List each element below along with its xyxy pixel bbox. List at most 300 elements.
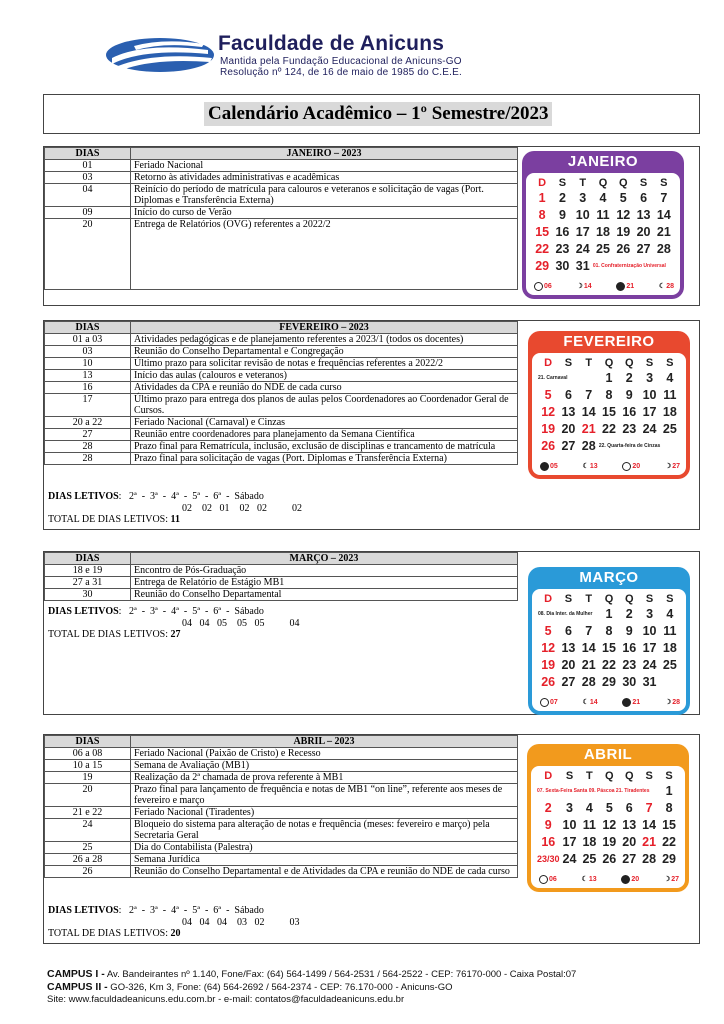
row-day: 16 bbox=[45, 382, 131, 394]
letivos-block bbox=[48, 606, 300, 641]
letivos-values: 02 02 01 02 02 02 bbox=[182, 502, 302, 514]
calendar-day: 29 bbox=[662, 852, 676, 866]
new-moon-icon bbox=[540, 698, 549, 707]
row-text: Semana de Avaliação (MB1) bbox=[131, 760, 518, 772]
new-moon-icon bbox=[622, 462, 631, 471]
row-day: 18 e 19 bbox=[45, 565, 131, 577]
row-day: 24 bbox=[45, 819, 131, 842]
calendar-title: JANEIRO bbox=[567, 153, 639, 170]
table-row bbox=[45, 172, 518, 184]
calendar-day: 1 bbox=[605, 371, 613, 385]
row-text: Encontro de Pós-Graduação bbox=[131, 565, 518, 577]
calendar-day: 3 bbox=[579, 191, 587, 205]
institution-header bbox=[104, 34, 624, 80]
weekday-header: D bbox=[544, 357, 553, 369]
row-day: 20 bbox=[45, 219, 131, 290]
calendar-day: 5 bbox=[605, 801, 613, 815]
letivos-total-row bbox=[48, 514, 302, 526]
calendar-day: 6 bbox=[564, 388, 572, 402]
calendar-note: 08. Dia Inter. da Mulher bbox=[538, 611, 593, 617]
row-text: Reunião do Conselho Departamental e Congregação bbox=[131, 346, 518, 358]
row-day: 10 a 15 bbox=[45, 760, 131, 772]
weekday-header: T bbox=[579, 177, 587, 189]
crescent-moon-icon: ☽ bbox=[664, 699, 672, 706]
row-text: Bloqueio do sistema para alteração de notas e frequência (meses: fevereiro e março) pela Secretaria Geral bbox=[131, 819, 518, 842]
calendar-day: 14 bbox=[581, 641, 596, 655]
calendar-day: 31 bbox=[642, 675, 657, 689]
calendar-note: 21. Carnaval bbox=[538, 375, 568, 381]
row-day: 03 bbox=[45, 172, 131, 184]
moon-phase bbox=[539, 873, 557, 885]
calendar-day: 14 bbox=[656, 208, 671, 222]
row-text: Último prazo para solicitar revisão de notas e frequências referentes a 2022/2 bbox=[131, 358, 518, 370]
institution-resolution: Resolução nº 124, de 16 de maio de 1985 do C.E.E. bbox=[220, 67, 462, 78]
calendar-day: 28 bbox=[581, 675, 596, 689]
crescent-moon-icon: ☽ bbox=[576, 283, 583, 290]
calendar-day: 20 bbox=[561, 658, 576, 672]
calendar-day: 26 bbox=[602, 852, 617, 866]
moon-date: 05 bbox=[550, 462, 558, 470]
weekday-header: Q bbox=[625, 357, 634, 369]
calendar-day: 16 bbox=[622, 405, 637, 419]
calendar-day: 10 bbox=[562, 818, 577, 832]
calendar-day: 8 bbox=[605, 388, 613, 402]
table-row bbox=[45, 819, 518, 842]
row-text: Reunião do Conselho Departamental bbox=[131, 589, 518, 601]
moon-phase bbox=[583, 696, 598, 708]
row-text: Dia do Contabilista (Palestra) bbox=[131, 842, 518, 854]
column-header-dias: DIAS bbox=[45, 553, 131, 565]
table-row bbox=[45, 334, 518, 346]
institution-subtitle: Mantida pela Fundação Educacional de Anicuns-GO bbox=[220, 56, 462, 67]
moon-date: 21 bbox=[626, 282, 635, 290]
letivos-label: DIAS LETIVOS bbox=[48, 606, 119, 617]
page-footer bbox=[47, 968, 576, 1006]
row-day: 01 bbox=[45, 160, 131, 172]
march-header: MARÇO – 2023 bbox=[131, 553, 518, 565]
weekday-header: Q bbox=[604, 357, 614, 369]
calendar-day: 26 bbox=[541, 439, 556, 453]
calendar-day: 2 bbox=[544, 801, 552, 815]
moon-date: 28 bbox=[672, 698, 680, 706]
moon-phase bbox=[534, 280, 552, 292]
table-row bbox=[45, 184, 518, 207]
calendar-day: 4 bbox=[666, 371, 674, 385]
faculdade-logo-icon bbox=[104, 36, 216, 74]
calendar-day: 27 bbox=[561, 675, 576, 689]
february-header: FEVEREIRO – 2023 bbox=[131, 322, 518, 334]
calendar-day: 24 bbox=[642, 658, 657, 672]
row-text: Feriado Nacional (Paixão de Cristo) e Recesso bbox=[131, 748, 518, 760]
table-row bbox=[45, 382, 518, 394]
calendar-body bbox=[526, 173, 680, 295]
table-row bbox=[45, 346, 518, 358]
row-text: Realização da 2ª chamada de prova referente à MB1 bbox=[131, 772, 518, 784]
calendar-day: 16 bbox=[622, 641, 637, 655]
calendar-day: 22 bbox=[602, 422, 616, 436]
row-day: 01 a 03 bbox=[45, 334, 131, 346]
calendar-body bbox=[532, 353, 686, 475]
calendar-day: 17 bbox=[642, 405, 657, 419]
weekday-header: S bbox=[565, 770, 574, 782]
weekday-header: T bbox=[586, 770, 593, 782]
calendar-day: 7 bbox=[585, 388, 593, 402]
moon-phases bbox=[540, 696, 680, 708]
letivos-days-row: DIAS LETIVOS: 2ª - 3ª - 4ª - 5ª - 6ª - Sábado bbox=[48, 905, 264, 916]
calendar-day: 5 bbox=[544, 624, 552, 638]
weekday-header: D bbox=[544, 770, 553, 782]
calendar-day: 12 bbox=[602, 818, 617, 832]
weekday-header: D bbox=[538, 177, 547, 189]
calendar-day: 25 bbox=[582, 852, 597, 866]
moon-date: 14 bbox=[589, 698, 598, 706]
row-day: 30 bbox=[45, 589, 131, 601]
calendar-day: 28 bbox=[642, 852, 657, 866]
row-text: Atividades da CPA e reunião do NDE de cada curso bbox=[131, 382, 518, 394]
weekday-header: S bbox=[665, 770, 673, 782]
total-label: TOTAL DE DIAS LETIVOS: bbox=[48, 629, 169, 640]
january-header: JANEIRO – 2023 bbox=[131, 148, 518, 160]
moon-date: 07 bbox=[550, 698, 558, 706]
calendar-day: 30 bbox=[622, 675, 637, 689]
table-row bbox=[45, 358, 518, 370]
calendar-note: 07. Sexta-Feira Santa 09. Páscoa 21. Tiradentes bbox=[537, 788, 650, 794]
april-header: ABRIL – 2023 bbox=[131, 736, 518, 748]
calendar-day: 29 bbox=[535, 259, 550, 273]
row-text: Entrega de Relatório de Estágio MB1 bbox=[131, 577, 518, 589]
campus-1-label: CAMPUS I - bbox=[47, 968, 105, 980]
moon-phase bbox=[665, 460, 680, 472]
calendar-title: ABRIL bbox=[583, 746, 633, 763]
moon-phase bbox=[582, 873, 597, 885]
calendar-day: 6 bbox=[625, 801, 633, 815]
table-row bbox=[45, 207, 518, 219]
calendar-day: 5 bbox=[619, 191, 627, 205]
calendar-day: 2 bbox=[558, 191, 566, 205]
row-day: 06 a 08 bbox=[45, 748, 131, 760]
table-row bbox=[45, 394, 518, 417]
weekday-header: Q bbox=[598, 177, 608, 189]
calendar-day: 25 bbox=[662, 422, 677, 436]
weekday-header: S bbox=[558, 177, 567, 189]
calendar-day: 14 bbox=[642, 818, 657, 832]
calendar-day: 28 bbox=[656, 242, 671, 256]
calendar-day: 15 bbox=[602, 641, 616, 655]
moon-phases bbox=[540, 460, 680, 472]
calendar-day: 1 bbox=[605, 607, 613, 621]
calendar-day: 19 bbox=[541, 422, 556, 436]
row-text: Retorno às atividades administrativas e acadêmicas bbox=[131, 172, 518, 184]
calendar-day: 22 bbox=[602, 658, 616, 672]
calendar-day: 21 bbox=[581, 422, 596, 436]
calendar-day: 20 bbox=[561, 422, 576, 436]
calendar-day: 4 bbox=[599, 191, 607, 205]
row-day: 20 bbox=[45, 784, 131, 807]
table-row bbox=[45, 760, 518, 772]
table-row bbox=[45, 441, 518, 453]
weekday-header: S bbox=[639, 177, 648, 189]
total-value: 27 bbox=[170, 629, 181, 640]
table-row bbox=[45, 807, 518, 819]
weekday-header: S bbox=[645, 770, 653, 782]
calendar-day: 10 bbox=[575, 208, 590, 222]
letivos-total-row bbox=[48, 928, 300, 940]
institution-name: Faculdade de Anicuns bbox=[218, 32, 445, 55]
row-day: 20 a 22 bbox=[45, 417, 131, 429]
row-day: 28 bbox=[45, 453, 131, 465]
calendar-day: 6 bbox=[640, 191, 648, 205]
moon-date: 20 bbox=[631, 875, 640, 883]
march-table bbox=[44, 552, 518, 601]
letivos-days: 2ª - 3ª - 4ª - 5ª - 6ª - Sábado bbox=[128, 905, 264, 916]
row-day: 25 bbox=[45, 842, 131, 854]
moon-date: 06 bbox=[549, 875, 557, 883]
calendar-day: 18 bbox=[596, 225, 610, 239]
weekday-header: S bbox=[660, 177, 668, 189]
row-text: Prazo final para lançamento de frequência e notas de MB1 “on line”, referente aos meses de fevereiro e março bbox=[131, 784, 518, 807]
weekday-header: Q bbox=[604, 593, 614, 605]
calendar-day: 26 bbox=[541, 675, 556, 689]
calendar-day: 18 bbox=[662, 641, 677, 655]
letivos-label: DIAS LETIVOS bbox=[48, 905, 119, 916]
calendar-day: 28 bbox=[581, 439, 596, 453]
moon-phase bbox=[622, 460, 640, 472]
row-day: 27 bbox=[45, 429, 131, 441]
calendar-day: 13 bbox=[561, 641, 576, 655]
table-row bbox=[45, 866, 518, 878]
moon-phase bbox=[659, 280, 674, 292]
calendar-day: 29 bbox=[602, 675, 616, 689]
calendar-day: 3 bbox=[566, 801, 573, 815]
table-row bbox=[45, 577, 518, 589]
row-text: Reunião do Conselho Departamental e de Atividades da CPA e reunião do NDE de cada curso bbox=[131, 866, 518, 878]
calendar-january bbox=[522, 151, 684, 299]
letivos-days-row: DIAS LETIVOS: 2ª - 3ª - 4ª - 5ª - 6ª - Sábado bbox=[48, 606, 264, 617]
calendar-day: 14 bbox=[581, 405, 596, 419]
title-box bbox=[43, 94, 700, 134]
calendar-day: 20 bbox=[622, 835, 637, 849]
calendar-day: 24 bbox=[575, 242, 590, 256]
calendar-day: 17 bbox=[642, 641, 657, 655]
row-day: 27 a 31 bbox=[45, 577, 131, 589]
calendar-day: 27 bbox=[561, 439, 576, 453]
weekday-header: T bbox=[585, 357, 593, 369]
row-day: 26 a 28 bbox=[45, 854, 131, 866]
calendar-day: 27 bbox=[622, 852, 637, 866]
row-day: 28 bbox=[45, 441, 131, 453]
calendar-day: 21 bbox=[656, 225, 671, 239]
calendar-body bbox=[532, 589, 686, 711]
campus-2-label: CAMPUS II - bbox=[47, 981, 108, 993]
total-label: TOTAL DE DIAS LETIVOS: bbox=[48, 928, 169, 939]
row-day: 21 e 22 bbox=[45, 807, 131, 819]
calendar-day: 23/30 bbox=[537, 854, 560, 864]
table-row bbox=[45, 160, 518, 172]
campus-2-address: GO-326, Km 3, Fone: (64) 564-2692 / 564-2374 - CEP: 76.170-000 - Anicuns-GO bbox=[107, 982, 453, 993]
row-day: 13 bbox=[45, 370, 131, 382]
calendar-day: 7 bbox=[585, 624, 593, 638]
table-row bbox=[45, 842, 518, 854]
row-text: Início do curso de Verão bbox=[131, 207, 518, 219]
moon-phases bbox=[539, 873, 679, 885]
calendar-day: 25 bbox=[662, 658, 677, 672]
calendar-day: 9 bbox=[544, 818, 552, 832]
calendar-day: 19 bbox=[602, 835, 617, 849]
february-table bbox=[44, 321, 518, 465]
row-day: 10 bbox=[45, 358, 131, 370]
weekday-header: S bbox=[564, 593, 573, 605]
weekday-header: Q bbox=[605, 770, 614, 782]
calendar-body bbox=[531, 766, 685, 888]
calendar-grid bbox=[532, 177, 674, 275]
calendar-grid bbox=[537, 770, 679, 868]
row-text: Semana Jurídica bbox=[131, 854, 518, 866]
row-text: Feriado Nacional (Carnaval) e Cinzas bbox=[131, 417, 518, 429]
calendar-day: 21 bbox=[642, 835, 657, 849]
calendar-day: 12 bbox=[541, 405, 556, 419]
calendar-title: FEVEREIRO bbox=[563, 333, 655, 350]
letivos-days-row: DIAS LETIVOS: 2ª - 3ª - 4ª - 5ª - 6ª - Sábado bbox=[48, 491, 264, 502]
moon-date: 27 bbox=[672, 462, 680, 470]
waning-moon-icon: ☾ bbox=[658, 283, 666, 290]
row-day: 26 bbox=[45, 866, 131, 878]
moon-date: 14 bbox=[583, 282, 592, 290]
calendar-day: 27 bbox=[636, 242, 651, 256]
table-row bbox=[45, 453, 518, 465]
new-moon-icon bbox=[534, 282, 543, 291]
weekday-header: Q bbox=[619, 177, 628, 189]
footer-campus-2 bbox=[47, 981, 576, 994]
moon-phase bbox=[664, 873, 679, 885]
weekday-header: S bbox=[564, 357, 573, 369]
calendar-day: 18 bbox=[582, 835, 597, 849]
calendar-day: 2 bbox=[625, 371, 633, 385]
moon-date: 20 bbox=[632, 462, 641, 470]
row-text: Último prazo para entrega dos planos de aulas pelos Coordenadores ao Coordenador Geral de Cursos. bbox=[131, 394, 518, 417]
calendar-day: 24 bbox=[642, 422, 657, 436]
calendar-day: 11 bbox=[582, 818, 596, 832]
row-day: 03 bbox=[45, 346, 131, 358]
weekday-header: S bbox=[666, 593, 674, 605]
row-text: Feriado Nacional bbox=[131, 160, 518, 172]
calendar-day: 15 bbox=[535, 225, 550, 239]
moon-date: 27 bbox=[671, 875, 679, 883]
moon-phase bbox=[665, 696, 680, 708]
letivos-days: 2ª - 3ª - 4ª - 5ª - 6ª - Sábado bbox=[128, 491, 264, 502]
letivos-total-row bbox=[48, 629, 300, 641]
calendar-day: 9 bbox=[625, 388, 633, 402]
calendar-day: 15 bbox=[602, 405, 616, 419]
letivos-days: 2ª - 3ª - 4ª - 5ª - 6ª - Sábado bbox=[128, 606, 264, 617]
row-day: 17 bbox=[45, 394, 131, 417]
row-text: Atividades pedagógicas e de planejamento referentes a 2023/1 (todos os docentes) bbox=[131, 334, 518, 346]
calendar-note: 01. Confraternização Universal bbox=[592, 263, 666, 269]
moon-date: 21 bbox=[632, 698, 641, 706]
calendar-day: 11 bbox=[596, 208, 610, 222]
row-text: Entrega de Relatórios (OVG) referentes a 2022/2 bbox=[131, 219, 518, 290]
moon-phases bbox=[534, 280, 674, 292]
row-day: 09 bbox=[45, 207, 131, 219]
calendar-day: 5 bbox=[544, 388, 552, 402]
column-header-dias: DIAS bbox=[45, 148, 131, 160]
calendar-day: 2 bbox=[625, 607, 633, 621]
weekday-header: S bbox=[666, 357, 674, 369]
weekday-header: D bbox=[544, 593, 553, 605]
moon-phase bbox=[540, 460, 558, 472]
table-row bbox=[45, 417, 518, 429]
campus-1-address: Av. Bandeirantes nº 1.140, Fone/Fax: (64) 564-1499 / 564-2531 / 564-2522 - CEP: 76170-000 - Caixa Postal:07 bbox=[104, 969, 577, 980]
row-text: Reinício do período de matrícula para calouros e veteranos e solicitação de vagas (Port. Diplomas e Transferência Externa) bbox=[131, 184, 518, 207]
full-moon-icon bbox=[540, 462, 549, 471]
calendar-day: 22 bbox=[535, 242, 550, 256]
calendar-day: 16 bbox=[541, 835, 556, 849]
calendar-day: 31 bbox=[575, 259, 590, 273]
row-day: 19 bbox=[45, 772, 131, 784]
calendar-day: 6 bbox=[564, 624, 572, 638]
table-row bbox=[45, 565, 518, 577]
calendar-note: 22. Quarta-feira de Cinzas bbox=[598, 443, 661, 449]
row-text: Início das aulas (calouros e veteranos) bbox=[131, 370, 518, 382]
january-table bbox=[44, 147, 518, 290]
calendar-day: 20 bbox=[636, 225, 651, 239]
calendar-day: 17 bbox=[575, 225, 590, 239]
row-text: Prazo final para solicitação de vagas (Port. Diplomas e Transferência Externa) bbox=[131, 453, 518, 465]
moon-phase bbox=[616, 280, 634, 292]
calendar-day: 18 bbox=[662, 405, 677, 419]
row-text: Feriado Nacional (Tiradentes) bbox=[131, 807, 518, 819]
moon-date: 13 bbox=[588, 875, 597, 883]
calendar-day: 19 bbox=[541, 658, 556, 672]
total-value: 20 bbox=[170, 928, 181, 939]
calendar-title: MARÇO bbox=[579, 569, 639, 586]
weekday-header: T bbox=[585, 593, 593, 605]
calendar-day: 3 bbox=[646, 371, 654, 385]
letivos-block bbox=[48, 905, 300, 940]
crescent-moon-icon: ☽ bbox=[663, 876, 671, 883]
full-moon-icon bbox=[616, 282, 625, 291]
table-row bbox=[45, 370, 518, 382]
calendar-day: 22 bbox=[662, 835, 676, 849]
calendar-day: 9 bbox=[558, 208, 566, 222]
calendar-day: 4 bbox=[585, 801, 593, 815]
april-table bbox=[44, 735, 518, 878]
footer-site: Site: www.faculdadeanicuns.edu.com.br - e-mail: contatos@faculdadeanicuns.edu.br bbox=[47, 994, 405, 1005]
calendar-day: 25 bbox=[596, 242, 610, 256]
table-row bbox=[45, 772, 518, 784]
calendar-day: 7 bbox=[645, 801, 653, 815]
total-label: TOTAL DE DIAS LETIVOS: bbox=[48, 514, 169, 525]
calendar-day: 11 bbox=[663, 624, 677, 638]
table-row bbox=[45, 748, 518, 760]
footer-campus-1 bbox=[47, 968, 576, 981]
calendar-day: 19 bbox=[616, 225, 631, 239]
calendar-grid bbox=[538, 593, 680, 691]
row-day: 04 bbox=[45, 184, 131, 207]
moon-date: 28 bbox=[666, 282, 674, 290]
calendar-day: 7 bbox=[660, 191, 668, 205]
calendar-day: 23 bbox=[622, 658, 637, 672]
calendar-day: 9 bbox=[625, 624, 633, 638]
page-title: Calendário Acadêmico – 1º Semestre/2023 bbox=[204, 102, 552, 126]
calendar-day: 12 bbox=[616, 208, 631, 222]
column-header-dias: DIAS bbox=[45, 322, 131, 334]
letivos-values: 04 04 05 05 05 04 bbox=[182, 617, 300, 629]
moon-phase bbox=[577, 280, 592, 292]
calendar-day: 4 bbox=[666, 607, 674, 621]
letivos-values: 04 04 04 03 02 03 bbox=[182, 916, 300, 928]
calendar-day: 13 bbox=[622, 818, 637, 832]
waning-moon-icon: ☾ bbox=[582, 699, 589, 706]
